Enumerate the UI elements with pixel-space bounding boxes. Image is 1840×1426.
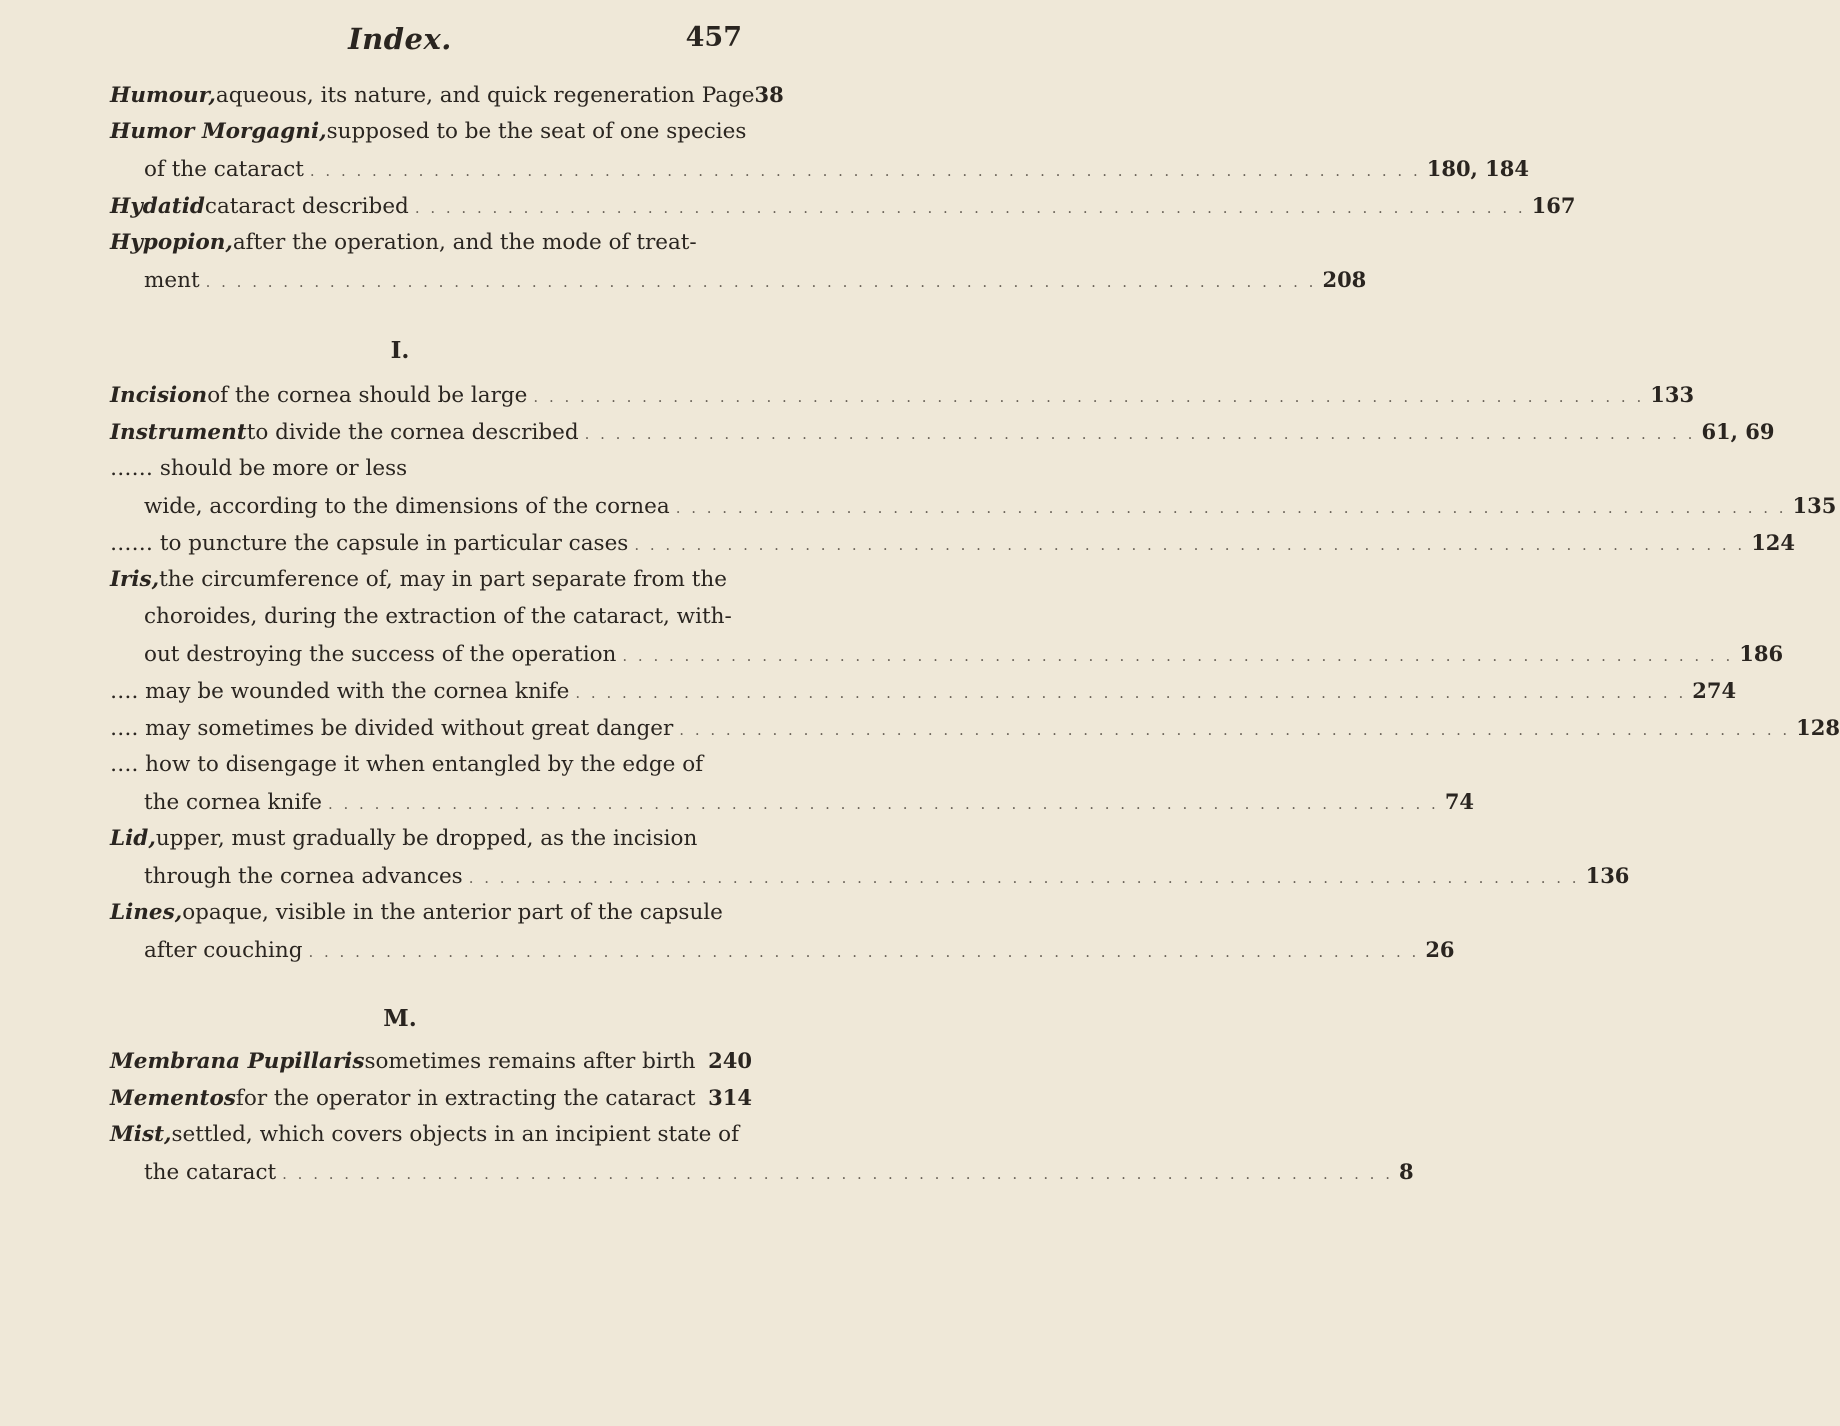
entry-text: supposed to be the seat of one species — [326, 119, 747, 144]
entry-text: the cataract — [144, 1160, 277, 1185]
dot-leader — [415, 199, 1526, 217]
entry-text: sometimes remains after birth — [364, 1049, 696, 1074]
index-entry — [110, 641, 1784, 678]
entry-keyword: Humour, — [110, 83, 216, 108]
entry-page-ref: 38 — [754, 82, 784, 107]
section-letter-m: M. — [383, 1005, 417, 1032]
index-entry — [110, 900, 752, 937]
entry-page-ref: 274 — [1692, 678, 1737, 703]
entry-page-ref: 135 — [1792, 493, 1837, 518]
index-section-h — [110, 82, 1576, 304]
entry-page-ref: 26 — [1425, 937, 1455, 962]
entry-text: opaque, visible in the anterior part of the capsule — [182, 900, 723, 925]
dot-leader — [282, 1165, 1393, 1183]
entry-page-ref: 186 — [1739, 641, 1784, 666]
index-entry — [110, 530, 1796, 567]
index-entry — [110, 267, 1367, 304]
index-entry — [110, 156, 1530, 193]
section-letter-i: I. — [390, 337, 410, 364]
entry-text: choroides, during the extraction of the cataract, with- — [144, 604, 732, 629]
index-entry — [110, 863, 1630, 900]
dot-leader — [310, 162, 1421, 180]
page-header — [0, 22, 800, 62]
entry-text: settled, which covers objects in an incipient state of — [171, 1122, 740, 1147]
entry-text: …. may be wounded with the cornea knife — [110, 679, 570, 704]
entry-page-ref: 136 — [1585, 863, 1630, 888]
dot-leader — [206, 273, 1317, 291]
entry-keyword: Instrument — [110, 420, 247, 445]
dot-leader — [308, 943, 1419, 961]
entry-text: the circumference of, may in part separate from the — [159, 567, 727, 592]
dot-leader — [469, 869, 1580, 887]
entry-page-ref: 74 — [1444, 789, 1475, 814]
dot-leader — [634, 536, 1745, 554]
entry-keyword: Hydatid — [110, 194, 205, 219]
entry-text: wide, according to the dimensions of the cornea — [144, 494, 670, 519]
dot-leader — [676, 499, 1787, 517]
entry-keyword: Mementos — [110, 1086, 236, 1111]
dot-leader — [679, 721, 1790, 739]
index-entry — [110, 1085, 752, 1122]
index-entry — [110, 230, 752, 267]
index-entry — [110, 82, 784, 119]
entry-text: after the operation, and the mode of treat- — [232, 230, 697, 255]
entry-page-ref: 124 — [1751, 530, 1796, 555]
entry-page-ref: 61, 69 — [1701, 419, 1775, 444]
index-entry — [110, 193, 1576, 230]
index-entry — [110, 1159, 1414, 1196]
entry-text: …… to puncture the capsule in particular cases — [110, 531, 629, 556]
entry-keyword: Incision — [110, 383, 208, 408]
index-entry — [110, 604, 752, 641]
entry-keyword: Lines, — [110, 900, 183, 925]
entry-text: upper, must gradually be dropped, as the incision — [155, 826, 698, 851]
entry-text: of the cornea should be large — [207, 383, 528, 408]
index-entry — [110, 752, 752, 789]
index-entry — [110, 493, 1837, 530]
entry-text: to divide the cornea described — [246, 420, 579, 445]
entry-text: of the cataract — [144, 157, 304, 182]
index-entry — [110, 382, 1695, 419]
entry-text: through the cornea advances — [144, 864, 463, 889]
entry-keyword: Hypopion, — [110, 230, 233, 255]
entry-page-ref: 133 — [1650, 382, 1695, 407]
entry-keyword: Membrana Pupillaris — [110, 1049, 365, 1074]
entry-page-ref: 128 — [1796, 715, 1840, 740]
dot-leader — [328, 795, 1439, 813]
entry-page-ref: 167 — [1531, 193, 1576, 218]
index-entry — [110, 937, 1455, 974]
dot-leader — [701, 1091, 702, 1109]
entry-text: after couching — [144, 938, 303, 963]
index-entry — [110, 419, 1775, 456]
entry-page-ref: 314 — [708, 1085, 752, 1110]
entry-page-ref: 8 — [1398, 1159, 1414, 1184]
index-entry — [110, 567, 752, 604]
entry-text: …. may sometimes be divided without great danger — [110, 716, 674, 741]
index-entry — [110, 456, 752, 493]
dot-leader — [575, 684, 1686, 702]
index-entry — [110, 1048, 752, 1085]
entry-keyword: Mist, — [110, 1122, 172, 1147]
page-title: Index. — [348, 22, 452, 56]
index-entry — [110, 678, 1737, 715]
entry-keyword: Humor Morgagni, — [110, 119, 327, 144]
index-entry — [110, 826, 752, 863]
entry-text: …. how to disengage it when entangled by the edge of — [110, 752, 704, 777]
dot-leader — [585, 425, 1696, 443]
index-section-m — [110, 1048, 1414, 1196]
entry-text: …… should be more or less — [110, 456, 408, 481]
entry-text: the cornea knife — [144, 790, 322, 815]
index-entry — [110, 119, 752, 156]
entry-text: for the operator in extracting the cataract — [235, 1086, 696, 1111]
entry-text: aqueous, its nature, and quick regeneration Page — [215, 83, 755, 108]
index-entry — [110, 1122, 752, 1159]
index-entry — [110, 789, 1475, 826]
entry-keyword: Lid, — [110, 826, 156, 851]
index-section-i — [110, 382, 1840, 974]
entry-text: out destroying the success of the operation — [144, 642, 617, 667]
page-number: 457 — [685, 22, 742, 53]
index-entry — [110, 715, 1840, 752]
entry-text: ment — [144, 268, 200, 293]
entry-page-ref: 208 — [1322, 267, 1367, 292]
dot-leader — [622, 647, 1733, 665]
entry-keyword: Iris, — [110, 567, 160, 592]
entry-page-ref: 240 — [708, 1048, 752, 1073]
dot-leader — [701, 1054, 702, 1072]
entry-text: cataract described — [204, 194, 409, 219]
entry-page-ref: 180, 184 — [1426, 156, 1530, 181]
dot-leader — [533, 388, 1644, 406]
